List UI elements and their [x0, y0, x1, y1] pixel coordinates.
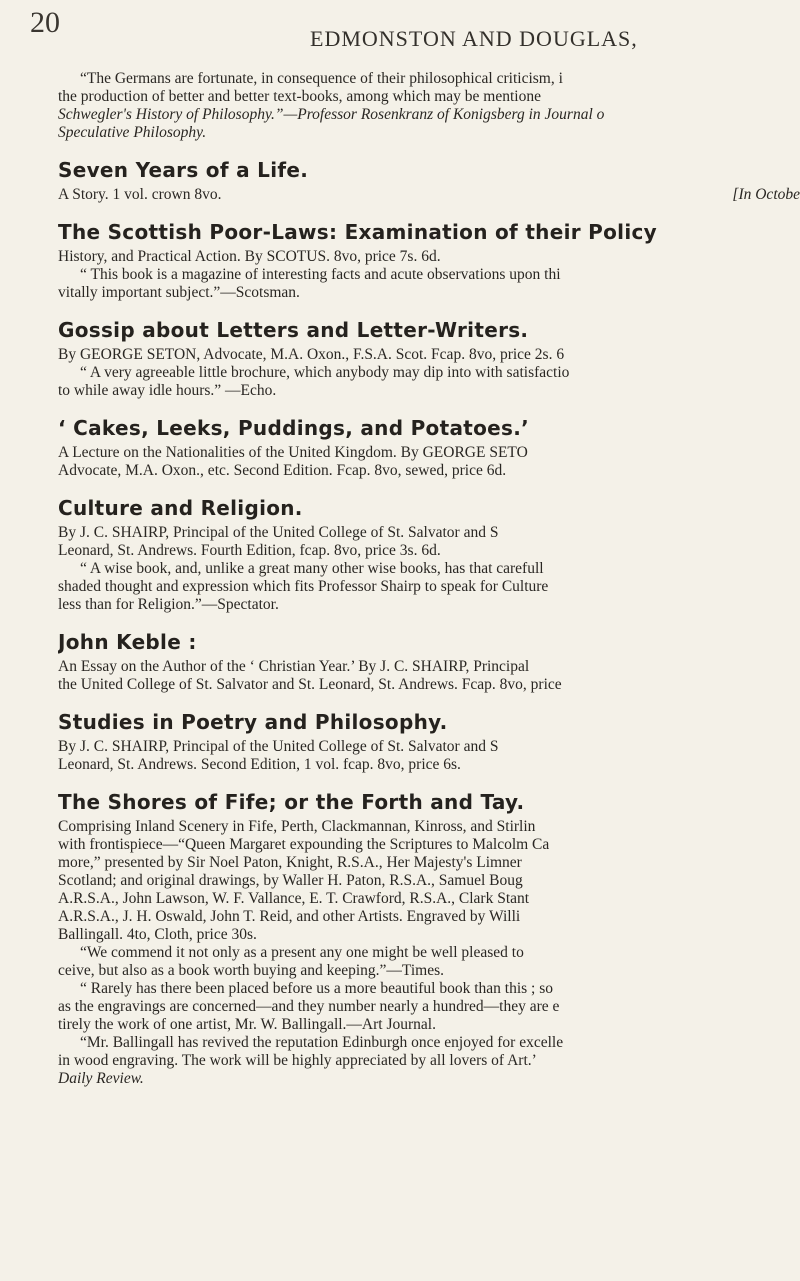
entry-title: Studies in Poetry and Philosophy. [58, 710, 448, 734]
entry-detail: Scotland; and original drawings, by Waller H. Paton, R.S.A., Samuel Boug [58, 872, 523, 889]
catalogue-content [58, 70, 800, 1088]
entry-fife [58, 790, 800, 1088]
entry-title: John Keble : [58, 630, 197, 654]
running-title: EDMONSTON AND DOUGLAS, [310, 26, 638, 51]
review-quote: “We commend it not only as a present any one might be well pleased to [80, 944, 524, 961]
review-quote: to while away idle hours.” —Echo. [58, 382, 277, 399]
review-quote: in wood engraving. The work will be highly appreciated by all lovers of Art.’ [58, 1052, 537, 1069]
entry-title: Seven Years of a Life. [58, 158, 309, 182]
entry-detail: the United College of St. Salvator and St. Leonard, St. Andrews. Fcap. 8vo, price [58, 676, 562, 693]
entry-detail: A Lecture on the Nationalities of the United Kingdom. By GEORGE SETO [58, 444, 528, 461]
intro-line: “The Germans are fortunate, in consequence of their philosophical criticism, i [80, 70, 563, 87]
entry-title: Culture and Religion. [58, 496, 303, 520]
review-quote: “ Rarely has there been placed before us a more beautiful book than this ; so [80, 980, 554, 997]
entry-keble [58, 630, 800, 694]
entry-detail: A.R.S.A., J. H. Oswald, John T. Reid, and other Artists. Engraved by Willi [58, 908, 521, 925]
entry-detail: more,” presented by Sir Noel Paton, Knight, R.S.A., Her Majesty's Limner [58, 854, 522, 871]
entry-title: Gossip about Letters and Letter-Writers. [58, 318, 529, 342]
review-quote: shaded thought and expression which fits Professor Shairp to speak for Culture [58, 578, 549, 595]
entry-title: The Scottish Poor-Laws: Examination of their Policy [58, 220, 657, 244]
page-number: 20 [30, 6, 60, 39]
entry-detail: By J. C. SHAIRP, Principal of the United College of St. Salvator and S [58, 738, 499, 755]
intro-line: Speculative Philosophy. [58, 124, 207, 141]
entry-detail: Leonard, St. Andrews. Fourth Edition, fcap. 8vo, price 3s. 6d. [58, 542, 441, 559]
intro-quote [58, 70, 800, 142]
entry-cakes [58, 416, 800, 480]
review-quote: ceive, but also as a book worth buying and keeping.”—Times. [58, 962, 445, 979]
publication-date: [In Octobe [732, 186, 800, 203]
entry-detail: Leonard, St. Andrews. Second Edition, 1 vol. fcap. 8vo, price 6s. [58, 756, 461, 773]
review-quote: tirely the work of one artist, Mr. W. Ballingall.—Art Journal. [58, 1016, 436, 1033]
entry-detail: An Essay on the Author of the ‘ Christian Year.’ By J. C. SHAIRP, Principal [58, 658, 530, 675]
entry-detail: with frontispiece—“Queen Margaret expounding the Scriptures to Malcolm Ca [58, 836, 550, 853]
entry-studies [58, 710, 800, 774]
entry-culture [58, 496, 800, 614]
entry-title: The Shores of Fife; or the Forth and Tay. [58, 790, 525, 814]
entry-detail: Advocate, M.A. Oxon., etc. Second Edition. Fcap. 8vo, sewed, price 6d. [58, 462, 507, 479]
entry-seven-years [58, 158, 800, 204]
review-quote: vitally important subject.”—Scotsman. [58, 284, 300, 301]
entry-detail: Ballingall. 4to, Cloth, price 30s. [58, 926, 257, 943]
review-source: Daily Review. [58, 1070, 144, 1087]
review-quote: as the engravings are concerned—and they number nearly a hundred—they are e [58, 998, 560, 1015]
entry-gossip [58, 318, 800, 400]
entry-detail: By J. C. SHAIRP, Principal of the United College of St. Salvator and S [58, 524, 499, 541]
entry-detail: History, and Practical Action. By SCOTUS. 8vo, price 7s. 6d. [58, 248, 441, 265]
entry-title: ‘ Cakes, Leeks, Puddings, and Potatoes.’ [58, 416, 530, 440]
entry-detail: A Story. 1 vol. crown 8vo. [58, 186, 222, 203]
entry-poor-laws [58, 220, 800, 302]
entry-detail-row [58, 186, 800, 204]
review-quote: less than for Religion.”—Spectator. [58, 596, 279, 613]
intro-line: the production of better and better text-books, among which may be mentione [58, 88, 541, 105]
entry-detail: A.R.S.A., John Lawson, W. F. Vallance, E. T. Crawford, R.S.A., Clark Stant [58, 890, 530, 907]
entry-detail: Comprising Inland Scenery in Fife, Perth, Clackmannan, Kinross, and Stirlin [58, 818, 536, 835]
review-quote: “Mr. Ballingall has revived the reputation Edinburgh once enjoyed for excelle [80, 1034, 564, 1051]
review-quote: “ A wise book, and, unlike a great many other wise books, has that carefull [80, 560, 544, 577]
review-quote: “ This book is a magazine of interesting facts and acute observations upon thi [80, 266, 561, 283]
review-quote: “ A very agreeable little brochure, which anybody may dip into with satisfactio [80, 364, 570, 381]
entry-detail: By GEORGE SETON, Advocate, M.A. Oxon., F.S.A. Scot. Fcap. 8vo, price 2s. 6 [58, 346, 565, 363]
intro-line: Schwegler's History of Philosophy.”—Professor Rosenkranz of Konigsberg in Journal o [58, 106, 605, 123]
